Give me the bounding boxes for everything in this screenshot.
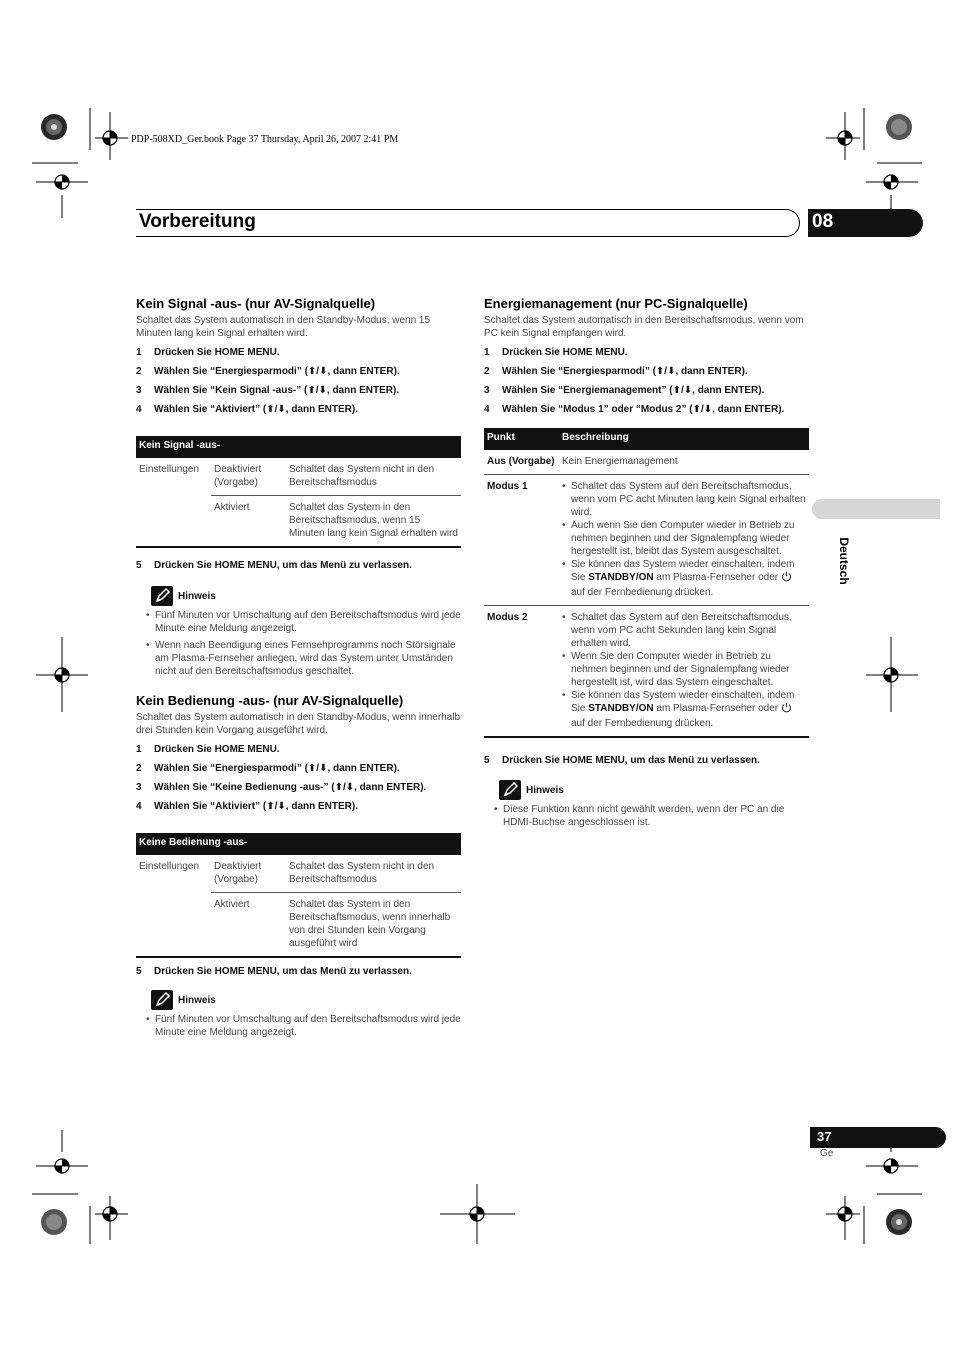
step-list: [136, 743, 461, 813]
note-list: [146, 1013, 461, 1039]
table-row: Aktiviert Schaltet das System in den Bereitschaftsmodus, wenn 15 Minuten lang kein Signal erhalten wird: [136, 496, 461, 548]
step: 3 Wählen Sie “Energiemanagement” (⬆/⬇, dann ENTER).: [484, 385, 765, 396]
step: 3 Wählen Sie “Kein Signal -aus-” (⬆/⬇, dann ENTER).: [136, 385, 400, 396]
step: 4 Wählen Sie “Aktiviert” (⬆/⬇, dann ENTER).: [136, 801, 359, 812]
settings-table: [136, 436, 461, 548]
table-header: Beschreibung: [559, 428, 809, 450]
list-item: • Auch wenn Sie den Computer wieder in Betrieb zu nehmen beginnen und der Signalempfang wieder hergestellt ist, bleibt das System ausgeschaltet.: [562, 519, 806, 558]
table-row: Aktiviert Schaltet das System in den Bereitschaftsmodus, wenn innerhalb von drei Stunden kein Vorgang ausgeführt wird: [136, 893, 461, 958]
section-intro: Schaltet das System automatisch in den Standby-Modus, wenn 15 Minuten lang kein Signal erhalten wird.: [136, 315, 431, 339]
settings-table: [136, 833, 461, 958]
table-header: Punkt: [484, 428, 559, 450]
chapter-title: Vorbereitung: [139, 211, 256, 232]
section-heading: Kein Bedienung -aus- (nur AV-Signalquelle): [136, 693, 404, 708]
section-intro: Schaltet das System automatisch in den Bereitschaftsmodus, wenn vom PC kein Signal empfangen wird.: [484, 315, 804, 339]
table-row: Modus 1 • Schaltet das System auf den Bereitschaftsmodus, wenn vom PC acht Minuten lang kein Signal erhalten wird. • Auch wenn Sie den Computer wieder in Betrieb zu nehmen beginnen und der Signalempfang wieder hergestellt ist, bleibt das System ausgeschaltet. • Sie können das System wieder einschalten, indem Sie STANDBY/ON am Plasma-Fernseher oder auf der Fernbedienung drücken.: [484, 475, 809, 606]
step: 2 Wählen Sie “Energiesparmodi” (⬆/⬇, dann ENTER).: [136, 366, 400, 377]
step-list: [484, 346, 809, 416]
section-intro: Schaltet das System automatisch in den Standby-Modus, wenn innerhalb drei Stunden kein Vorgang ausgeführt wird.: [136, 712, 461, 736]
note-heading: Hinweis: [151, 586, 461, 606]
table-row: Modus 2 • Schaltet das System auf den Bereitschaftsmodus, wenn vom PC acht Sekunden lang kein Signal erhalten wird. • Wenn Sie den Computer wieder in Betrieb zu nehmen beginnen und der Signalempfang wieder hergestellt ist, wird das System eingeschaltet. • Sie können das System wieder einschalten, indem Sie STANDBY/ON am Plasma-Fernseher oder auf der Fernbedienung drücken.: [484, 606, 809, 738]
language-tab: [812, 499, 940, 519]
step: 2 Wählen Sie “Energiesparmodi” (⬆/⬇, dann ENTER).: [484, 366, 748, 377]
note-list: [494, 803, 809, 829]
step: 5 Drücken Sie HOME MENU, um das Menü zu verlassen.: [484, 755, 760, 766]
step: 2 Wählen Sie “Energiesparmodi” (⬆/⬇, dann ENTER).: [136, 763, 400, 774]
step-list: [136, 965, 461, 978]
note-heading: Hinweis: [499, 780, 809, 800]
list-item: • Wenn nach Beendigung eines Fernsehprogramms noch Störsignale am Plasma-Fernseher anliegen, wird das System unter Umständen nicht auf den Bereitschaftsmodus geschaltet.: [146, 639, 461, 678]
table-header: Keine Bedienung -aus-: [136, 833, 461, 855]
list-item: • Wenn Sie den Computer wieder in Betrieb zu nehmen beginnen und der Signalempfang wieder hergestellt ist, wird das System eingeschaltet.: [562, 650, 806, 689]
power-icon: [781, 571, 792, 586]
step-list: [484, 754, 809, 767]
list-item: • Schaltet das System auf den Bereitschaftsmodus, wenn vom PC acht Minuten lang kein Signal erhalten wird.: [562, 480, 806, 519]
list-item: • Diese Funktion kann nicht gewählt werden, wenn der PC an die HDMI-Buchse angeschlossen ist.: [494, 803, 809, 829]
step: 5 Drücken Sie HOME MENU, um das Menü zu verlassen.: [136, 560, 412, 571]
list-item: • Fünf Minuten vor Umschaltung auf den Bereitschaftsmodus wird jede Minute eine Meldung angezeigt.: [146, 1013, 461, 1039]
right-column: [484, 296, 809, 833]
step: 1 Drücken Sie HOME MENU.: [136, 347, 280, 358]
list-item: • Fünf Minuten vor Umschaltung auf den Bereitschaftsmodus wird jede Minute eine Meldung angezeigt.: [146, 609, 461, 635]
step: 4 Wählen Sie “Aktiviert” (⬆/⬇, dann ENTER).: [136, 404, 359, 415]
table-header: Kein Signal -aus-: [136, 436, 461, 458]
step-list: [136, 346, 461, 416]
table-row: Einstellungen Deaktiviert (Vorgabe) Schaltet das System nicht in den Bereitschaftsmodus: [139, 464, 435, 488]
note-list: [146, 609, 461, 678]
step: 1 Drücken Sie HOME MENU.: [484, 347, 628, 358]
step-list: [136, 559, 461, 572]
table-row: Einstellungen Deaktiviert (Vorgabe) Schaltet das System nicht in den Bereitschaftsmodus: [139, 861, 435, 885]
step: 3 Wählen Sie “Keine Bedienung -aus-” (⬆/⬇, dann ENTER).: [136, 782, 427, 793]
list-item: • Schaltet das System auf den Bereitschaftsmodus, wenn vom PC acht Sekunden lang kein Signal erhalten wird.: [562, 611, 806, 650]
chapter-number: 08: [812, 211, 834, 232]
list-item: • Sie können das System wieder einschalten, indem Sie STANDBY/ON am Plasma-Fernseher oder auf der Fernbedienung drücken.: [562, 558, 806, 599]
table-row: Aus (Vorgabe) Kein Energiemanagement: [487, 456, 678, 467]
pencil-note-icon: [499, 780, 521, 800]
page-language-code: Ge: [820, 1148, 834, 1159]
section-heading: Energiemanagement (nur PC-Signalquelle): [484, 296, 748, 311]
page-number-badge: [810, 1127, 946, 1148]
power-management-table: [484, 428, 809, 738]
note-heading: Hinweis: [151, 990, 461, 1010]
chapter-title-bar: [136, 209, 800, 237]
step: 5 Drücken Sie HOME MENU, um das Menü zu verlassen.: [136, 966, 412, 977]
list-item: • Sie können das System wieder einschalten, indem Sie STANDBY/ON am Plasma-Fernseher oder auf der Fernbedienung drücken.: [562, 689, 806, 730]
book-header: PDP-508XD_Ger.book Page 37 Thursday, April 26, 2007 2:41 PM: [131, 134, 399, 145]
power-icon: [781, 702, 792, 717]
page-number: 37: [817, 1129, 832, 1144]
step: 4 Wählen Sie “Modus 1” oder “Modus 2” (⬆/⬇, dann ENTER).: [484, 404, 785, 415]
cell-bullet-list: [562, 480, 806, 599]
step: 1 Drücken Sie HOME MENU.: [136, 744, 280, 755]
language-label: Deutsch: [837, 537, 851, 585]
pencil-note-icon: [151, 990, 173, 1010]
section-heading: Kein Signal -aus- (nur AV-Signalquelle): [136, 296, 376, 311]
chapter-number-badge: [808, 209, 923, 237]
pencil-note-icon: [151, 586, 173, 606]
left-column: [136, 296, 461, 1043]
cell-bullet-list: [562, 611, 806, 730]
